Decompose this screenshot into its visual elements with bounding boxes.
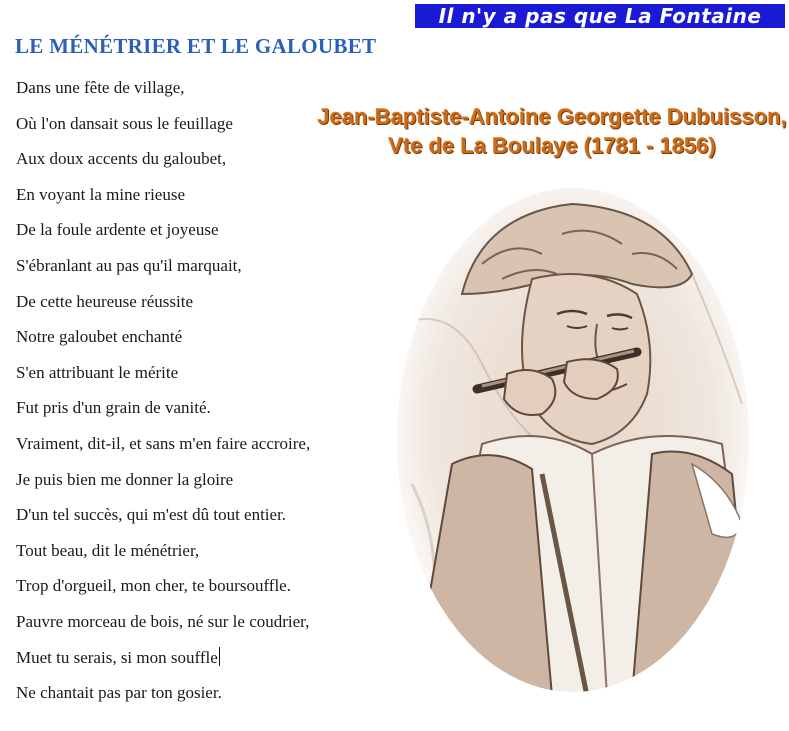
poem-line: En voyant la mine rieuse xyxy=(16,184,186,204)
poem-title: LE MÉNÉTRIER ET LE GALOUBET xyxy=(15,34,377,58)
poem-line: Fut pris d'un grain de vanité. xyxy=(16,398,211,418)
text-cursor xyxy=(219,647,220,666)
poem-line: Trop d'orgueil, mon cher, te boursouffle. xyxy=(16,576,291,596)
poem-line: Ne chantait pas par ton gosier. xyxy=(16,683,222,703)
poem-line-text: Muet tu serais, si mon souffle xyxy=(16,647,218,667)
poem-line: Pauvre morceau de bois, né sur le coudrier, xyxy=(16,611,310,631)
poem-line: Vraiment, dit-il, et sans m'en faire accroire, xyxy=(16,433,311,453)
banner-text: Il n'y a pas que La Fontaine xyxy=(438,4,762,28)
poem-line: Aux doux accents du galoubet, xyxy=(16,149,227,169)
poem-line: S'ébranlant au pas qu'il marquait, xyxy=(16,255,242,275)
site-banner[interactable] xyxy=(413,2,787,30)
poem-line: De cette heureuse réussite xyxy=(16,291,193,311)
flute-player-portrait xyxy=(392,184,754,696)
author-title-line: Vte de La Boulaye (1781 - 1856) xyxy=(388,133,716,158)
poem-line: S'en attribuant le mérite xyxy=(16,362,179,382)
poem-line: Notre galoubet enchanté xyxy=(16,327,183,347)
author-credit xyxy=(315,102,789,160)
poem-line: D'un tel succès, qui m'est dû tout entier. xyxy=(16,505,287,525)
poem-line: Je puis bien me donner la gloire xyxy=(16,469,234,489)
poem-line: De la foule ardente et joyeuse xyxy=(16,220,219,240)
poem-body xyxy=(16,70,310,711)
poem-line: Dans une fête de village, xyxy=(16,78,185,97)
poem-line: Où l'on dansait sous le feuillage xyxy=(16,113,233,133)
poem-line: Tout beau, dit le ménétrier, xyxy=(16,540,200,560)
author-name-line: Jean-Baptiste-Antoine Georgette Dubuisson, xyxy=(317,104,787,129)
poem-line-with-cursor[interactable] xyxy=(16,640,310,676)
